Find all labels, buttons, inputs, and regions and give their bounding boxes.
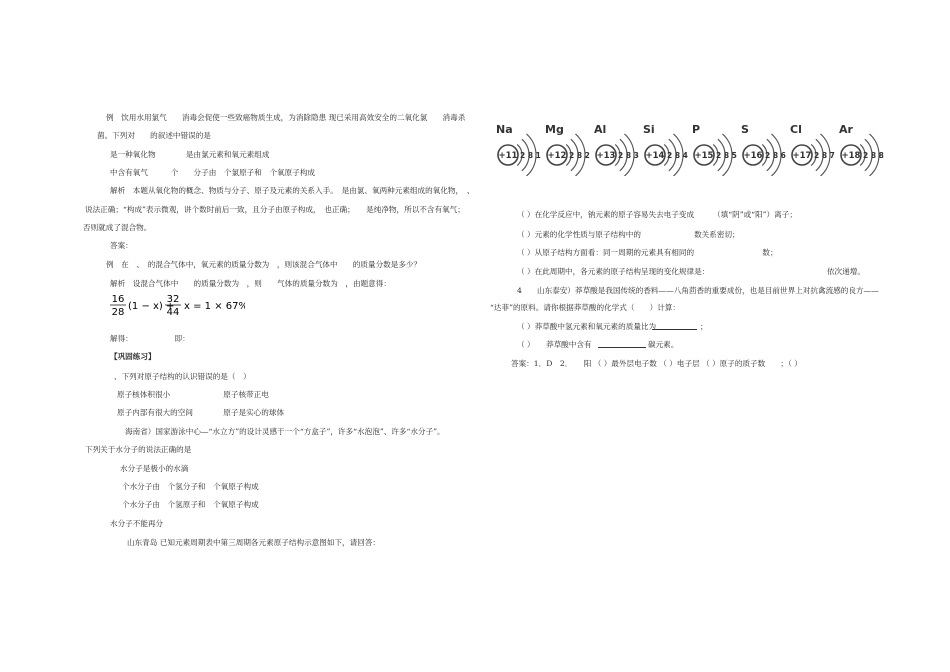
element-symbol: Si: [643, 123, 655, 136]
right-text-line: （ ）元素的化学性质与原子结构中的 数关系密切；: [517, 230, 740, 239]
left-text-line: 解析 本题从氧化物的概念、物质与分子、原子及元素的关系入手。 是由氯、氧两种元素组成的氧化物， 、: [110, 186, 475, 195]
nuclear-charge: +15: [694, 151, 714, 161]
fraction-2-numerator: 32: [166, 294, 180, 305]
shell-electron-counts: 2 8 6: [765, 151, 786, 160]
fraction-2-denominator: 44: [166, 307, 180, 318]
atom-diagram: [790, 123, 835, 176]
atom-diagram-strip: [490, 118, 885, 176]
shell-electron-counts: 2 8 8: [863, 151, 884, 160]
left-text-line: 海南省）国家游泳中心—“水立方”的设计灵感于一个“方盒子”，许多“水泡泡”、许多“水分子”。: [125, 427, 445, 436]
fraction-1-denominator: 28: [111, 307, 125, 318]
period-3-atom-structure-diagrams: [490, 118, 885, 176]
nuclear-charge: +17: [792, 151, 812, 161]
equation-term-2: x = 1 × 67%: [184, 301, 245, 312]
fraction-1-numerator: 16: [111, 294, 125, 305]
answer-blank-ratio: [652, 322, 697, 333]
equation-graphic: [109, 292, 245, 320]
nuclear-charge: +16: [743, 151, 763, 161]
element-symbol: Na: [496, 123, 513, 136]
right-text-line: （ ）从原子结构方面看：同一周期的元素具有相同的 数；: [517, 248, 778, 257]
left-text-line: 答案：: [110, 241, 133, 250]
left-text-line: 否则就成了混合物。: [83, 223, 152, 232]
left-text-line: 解得： 即：: [110, 334, 190, 343]
left-text-line: 水分子不能再分: [110, 519, 164, 528]
nuclear-charge: +11: [498, 151, 518, 161]
nuclear-charge: +13: [596, 151, 616, 161]
right-text-line: （ ）在化学反应中，钠元素的原子容易失去电子变成 （填“阴”或“阳”）离子；: [517, 210, 797, 219]
element-symbol: Al: [594, 123, 607, 136]
left-text-line: 山东青岛 已知元素周期表中第三周期各元素原子结构示意图如下，请回答：: [127, 538, 381, 547]
atom-diagram: [545, 123, 590, 176]
right-text-line: “达菲”的原料。请你根据莽草酸的化学式（ ）计算：: [490, 303, 681, 312]
atom-diagram: [496, 123, 541, 176]
right-text-line: （ ）莽草酸中氢元素和氧元素的质量比为: [517, 322, 657, 331]
left-text-line: 原子核体积很小 原子核带正电: [117, 390, 269, 399]
answer-blank-carbon: [598, 340, 646, 351]
nuclear-charge: +18: [841, 151, 861, 161]
right-text-line: （ ）在此周期中，各元素的原子结构呈现的变化规律是： 依次递增。: [517, 267, 865, 276]
element-symbol: Mg: [545, 123, 564, 136]
atom-diagram: [692, 123, 737, 176]
mass-fraction-equation: [109, 292, 245, 320]
equation-term-1: (1 − x) +: [128, 301, 175, 312]
right-text-tail-line: 碳元素。: [648, 340, 679, 349]
left-text-line: 原子内部有很大的空间 原子是实心的球体: [117, 408, 285, 417]
left-text-line: 个水分子由 个氢原子和 个氧原子构成: [122, 500, 259, 509]
left-text-line: 解析 设混合气体中 的质量分数为 ，则 气体的质量分数为 ，由题意得：: [110, 279, 391, 288]
left-text-line: 【巩固练习】: [110, 352, 156, 361]
right-text-line: 4 山东泰安）莽草酸是我国传统的香料——八角茴香的重要成份，也是目前世界上对抗禽流感的良方——: [517, 286, 879, 295]
left-text-line: 中含有氧气 个 分子由 个氯原子和 个氧原子构成: [110, 168, 316, 177]
left-text-line: 个水分子由 个氢分子和 个氧原子构成: [122, 482, 259, 491]
left-text-line: 下列关于水分子的说法正确的是: [85, 445, 192, 454]
shell-electron-counts: 2 8 2: [569, 151, 590, 160]
shell-electron-counts: 2 8 7: [814, 151, 835, 160]
nuclear-charge: +12: [547, 151, 567, 161]
element-symbol: S: [741, 123, 749, 136]
atom-diagram: [594, 123, 639, 176]
element-symbol: P: [692, 123, 701, 136]
atom-diagram: [741, 123, 786, 176]
shell-electron-counts: 2 8 1: [520, 151, 541, 160]
atom-diagram: [839, 123, 884, 176]
shell-electron-counts: 2 8 4: [667, 151, 688, 160]
left-text-line: 菌。下列对 的叙述中错误的是: [97, 131, 211, 140]
left-text-line: 是一种氧化物 是由氯元素和氧元素组成: [110, 150, 270, 159]
element-symbol: Ar: [839, 123, 853, 136]
left-text-line: 例 饮用水用氯气 消毒会促使一些致癌物质生成，为消除隐患 现已采用高效安全的二氧化氯 消毒杀: [106, 113, 466, 122]
left-text-line: 说法正确；“构成”表示微观，讲个数时前后一致，且分子由原子构成， 也正确； 是纯净物，所以不含有氧气；: [85, 205, 465, 214]
shell-electron-counts: 2 8 5: [716, 151, 737, 160]
left-text-line: 水分子是极小的水滴: [120, 464, 189, 473]
atom-diagram: [643, 123, 688, 176]
right-text-tail-line: ；: [700, 322, 708, 331]
nuclear-charge: +14: [645, 151, 665, 161]
left-text-line: 例 在 、 的混合气体中，氧元素的质量分数为 ，则该混合气体中 的质量分数是多少？: [106, 260, 422, 269]
shell-electron-counts: 2 8 3: [618, 151, 639, 160]
left-text-line: 、下列对原子结构的认识错误的是（ ）: [114, 372, 251, 381]
right-text-line: 答案：1．D 2． 阳 （ ）最外层电子数 （ ）电子层 （ ）原子的质子数 ；（ ）: [511, 359, 802, 368]
right-text-line: （ ） 莽草酸中含有: [517, 340, 592, 349]
element-symbol: Cl: [790, 123, 802, 136]
